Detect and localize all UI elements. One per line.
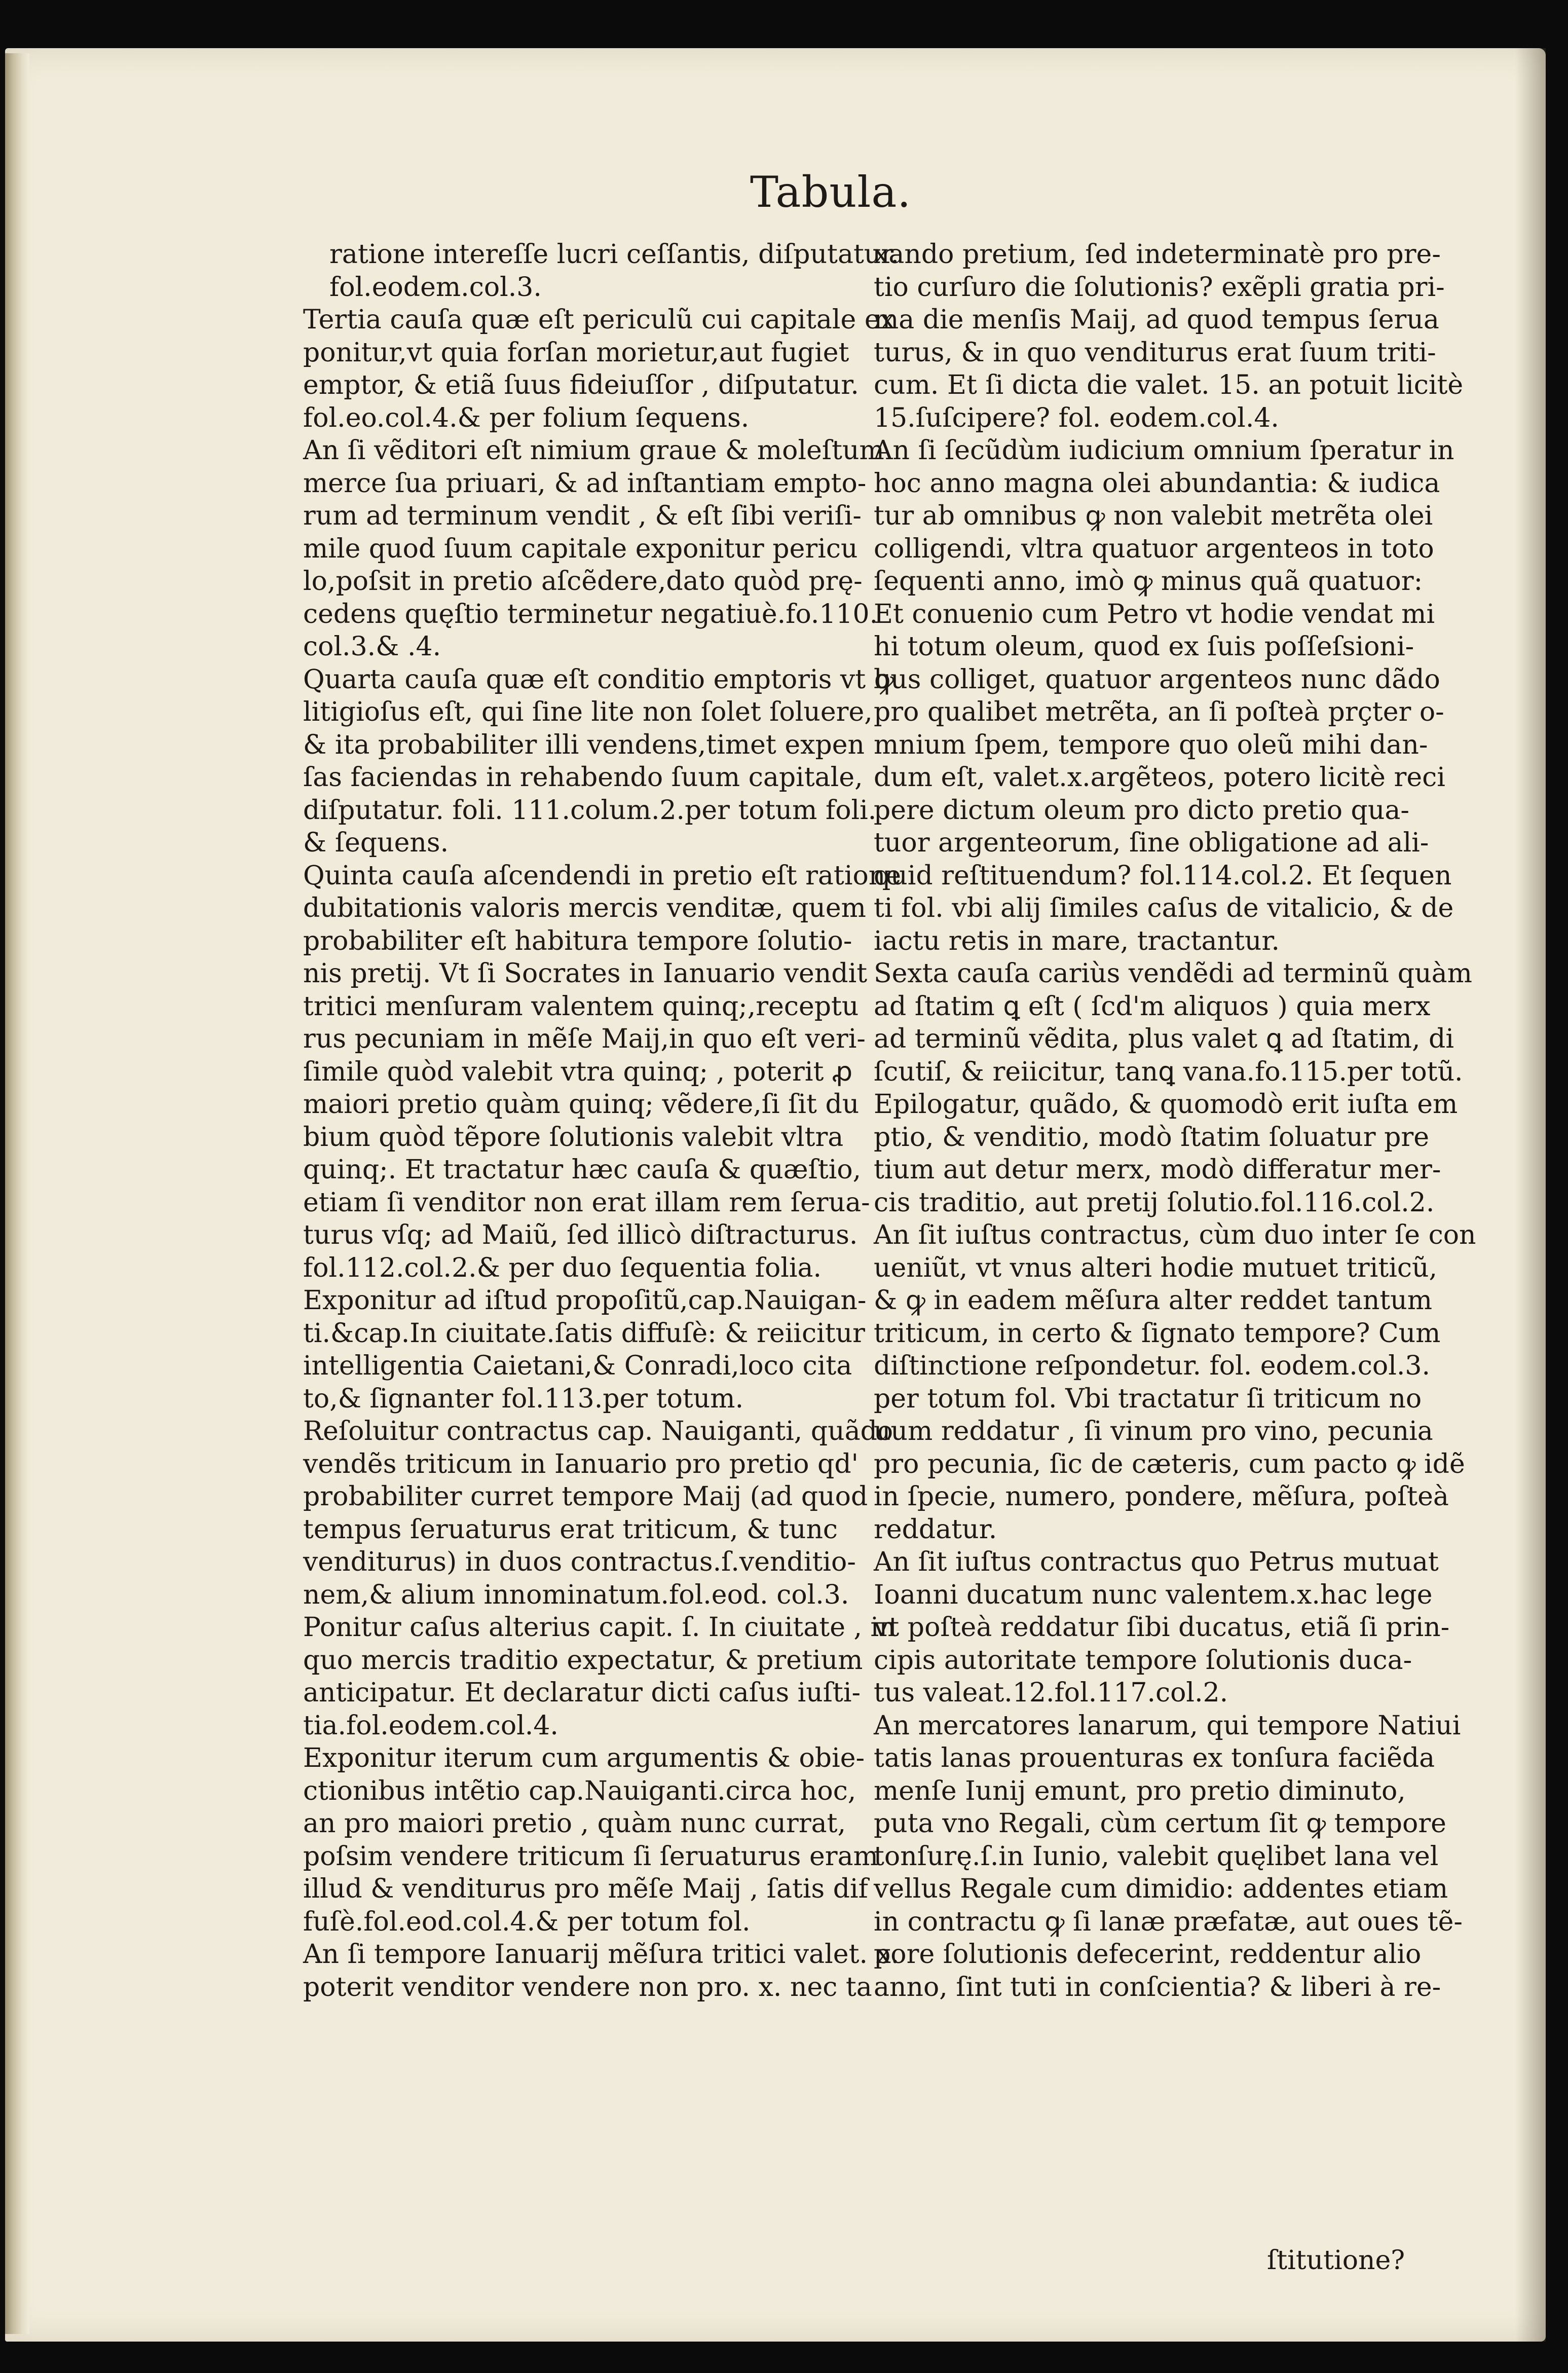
entry-line: An ſi vẽditori eſt nimium graue & moleſtum (303, 435, 884, 466)
entry-line: An ſit iuſtus contractus, cùm duo inter ſe con (874, 1220, 1476, 1250)
entry-line: illud & venditurus pro mẽſe Maij , ſatis dif (303, 1874, 868, 1904)
entry-line: pore ſolutionis defecerint, reddentur alio (874, 1939, 1422, 1970)
entry-line: litigioſus eſt, qui ſine lite non ſolet ſoluere, (303, 697, 873, 727)
catchword: ſtitutione? (1267, 2245, 1405, 2276)
entry-line: tio curſuro die ſolutionis? exẽpli gratia pri- (874, 272, 1445, 303)
entry-line: diſputatur. foli. 111.colum.2.per totum foli. (303, 795, 877, 826)
entry-line: hi totum oleum, quod ex ſuis poſſeſsioni- (874, 632, 1414, 662)
entry-line: vt poſteà reddatur ſibi ducatus, etiã ſi prin- (874, 1612, 1450, 1643)
entry-line: tus valeat.12.fol.117.col.2. (874, 1678, 1228, 1708)
entry-line: fuſè.fol.eod.col.4.& per totum fol. (303, 1906, 751, 1937)
entry-line: ſimile quòd valebit vtra quinq; , poterit ꝓ (303, 1056, 853, 1087)
index-entry (303, 1284, 867, 1415)
entry-line: hoc anno magna olei abundantia: & iudica (874, 468, 1440, 499)
entry-line: mnium ſpem, tempore quo oleũ mihi dan- (874, 729, 1428, 760)
entry-line: fol.112.col.2.& per duo ſequentia folia. (303, 1252, 822, 1283)
index-entry (303, 860, 902, 1285)
entry-line: in ſpecie, numero, pondere, mẽſura, poſteà (874, 1481, 1449, 1512)
index-entry (303, 304, 895, 434)
entry-line: An ſi ſecũdùm iudicium omnium ſperatur in (874, 435, 1454, 466)
entry-line: iactu retis in mare, tractantur. (874, 925, 1280, 956)
entry-line: & ſequens. (303, 828, 449, 858)
entry-line: cum. Et ſi dicta die valet. 15. an potuit licitè (874, 370, 1464, 400)
entry-line: bus colliget, quatuor argenteos nunc dãdo (874, 664, 1440, 695)
entry-line: tonſurę.ſ.in Iunio, valebit quęlibet lana vel (874, 1841, 1439, 1872)
entry-line: ti.&cap.In ciuitate.ſatis diffuſè: & reiicitur (303, 1318, 865, 1349)
entry-line: nem,& alium innominatum.fol.eod. col.3. (303, 1579, 849, 1610)
entry-line: tur ab omnibus ꝙ non valebit metrẽta olei (874, 501, 1433, 531)
entry-line: quid reſtituendum? fol.114.col.2. Et ſequen (874, 860, 1452, 891)
entry-line: turus, & in quo venditurus erat ſuum triti- (874, 337, 1436, 368)
entry-line: cipis autoritate tempore ſolutionis duca- (874, 1645, 1412, 1676)
entry-line: ad terminũ vẽdita, plus valet ꝗ ad ſtatim, di (874, 1024, 1454, 1054)
continued-entry (303, 238, 900, 304)
entry-line: dum eſt, valet.x.argẽteos, potero licitè reci (874, 762, 1445, 793)
entry-line: diſtinctione reſpondetur. fol. eodem.col.3. (874, 1351, 1430, 1381)
index-entry (303, 1742, 878, 1938)
index-entry (874, 1710, 1463, 2004)
entry-line: An mercatores lanarum, qui tempore Natiui (874, 1710, 1461, 1741)
index-entry (303, 663, 894, 860)
entry-line: intelligentia Caietani,& Conradi,loco cita (303, 1351, 852, 1381)
entry-line: tia.fol.eodem.col.4. (303, 1710, 558, 1741)
entry-line: tium aut detur merx, modò differatur mer- (874, 1155, 1441, 1185)
entry-line: anticipatur. Et declaratur dicti caſus iuſti- (303, 1678, 861, 1708)
entry-line: puta vno Regali, cùm certum ſit ꝙ tempore (874, 1808, 1446, 1839)
entry-line: & ꝙ in eadem mẽſura alter reddet tantum (874, 1285, 1433, 1316)
index-entry (303, 434, 884, 663)
entry-line: etiam ſi venditor non erat illam rem ſerua- (303, 1187, 870, 1218)
entry-line: lo,poſsit in pretio aſcẽdere,dato quòd prę- (303, 566, 863, 597)
entry-line: tuor argenteorum, ſine obligatione ad ali- (874, 828, 1429, 858)
entry-line: poſsim vendere triticum ſi ſeruaturus eram (303, 1841, 878, 1872)
entry-line: & ita probabiliter illi vendens,timet expen (303, 729, 865, 760)
entry-line: Quinta cauſa aſcendendi in pretio eſt ratione (303, 860, 902, 891)
entry-line: ſas faciendas in rehabendo ſuum capitale, (303, 762, 863, 793)
entry-line: maiori pretio quàm quinq; vẽdere,ſi ſit du (303, 1089, 860, 1120)
entry-line: tritici menſuram valentem quinq;,receptu (303, 991, 859, 1022)
entry-line: rum ad terminum vendit , & eſt ſibi veriſi- (303, 501, 862, 531)
running-head: Tabula. (750, 167, 912, 217)
page-edge (5, 53, 29, 2334)
entry-line: fol.eo.col.4.& per folium ſequens. (303, 402, 750, 433)
entry-line: tatis lanas prouenturas ex tonſura faciẽda (874, 1743, 1435, 1773)
entry-line: ponitur,vt quia forſan morietur,aut fugiet (303, 337, 849, 368)
entry-line: ſequenti anno, imò ꝙ minus quã quatuor: (874, 566, 1423, 597)
entry-line: uum reddatur , ſi vinum pro vino, pecunia (874, 1416, 1433, 1447)
index-entry (303, 1415, 893, 1611)
entry-line: venditurus) in duos contractus.ſ.venditio- (303, 1547, 856, 1577)
entry-line: triticum, in certo & ſignato tempore? Cum (874, 1318, 1441, 1349)
entry-line: colligendi, vltra quatuor argenteos in toto (874, 533, 1434, 564)
entry-line: An ſi tempore Ianuarij mẽſura tritici valet. x. (303, 1939, 900, 1970)
entry-line: cedens quęſtio terminetur negatiuè.fo.110. (303, 599, 878, 629)
entry-line: anno, ſint tuti in conſcientia? & liberi à re- (874, 1972, 1441, 2003)
right-column (874, 238, 1476, 2004)
entry-line: quinq;. Et tractatur hæc cauſa & quæſtio, (303, 1155, 862, 1185)
entry-line: Exponitur iterum cum argumentis & obie- (303, 1743, 865, 1773)
entry-line: emptor, & etiã ſuus fideiuſſor , diſputatur. (303, 370, 859, 400)
entry-line: bium quòd tẽpore ſolutionis valebit vltra (303, 1122, 844, 1153)
entry-line: Tertia cauſa quæ eſt periculũ cui capitale ex (303, 305, 895, 335)
entry-line: turus vſq; ad Maiũ, ſed illicò diſtracturus. (303, 1220, 858, 1250)
entry-line: mile quod ſuum capitale exponitur pericu (303, 533, 858, 564)
entry-line: in contractu ꝙ ſi lanæ præfatæ, aut oues tẽ- (874, 1906, 1463, 1937)
entry-line: ad ſtatim ꝗ eſt ( ſcd'm aliquos ) quia merx (874, 991, 1431, 1022)
entry-line: Exponitur ad iſtud propoſitũ,cap.Nauigan- (303, 1285, 867, 1316)
entry-line: poterit venditor vendere non pro. x. nec ta (303, 1972, 872, 2003)
index-entry (874, 434, 1454, 957)
entry-line: ptio, & venditio, modò ſtatim ſoluatur pre (874, 1122, 1430, 1153)
entry-line: nis pretij. Vt ſi Socrates in Ianuario vendit (303, 958, 868, 989)
index-entry (303, 1611, 896, 1742)
entry-line: per totum fol. Vbi tractatur ſi triticum no (874, 1383, 1422, 1414)
entry-line: to,& ſignanter fol.113.per totum. (303, 1383, 744, 1414)
entry-line: menſe Iunij emunt, pro pretio diminuto, (874, 1775, 1406, 1806)
index-entry (303, 1938, 900, 2004)
entry-line: ctionibus intẽtio cap.Nauiganti.circa hoc, (303, 1775, 856, 1806)
entry-line: Et conuenio cum Petro vt hodie vendat mi (874, 599, 1435, 629)
entry-line: Epilogatur, quãdo, & quomodò erit iuſta em (874, 1089, 1458, 1120)
gutter-shadow (1515, 48, 1546, 2342)
entry-line: probabiliter eſt habitura tempore ſolutio- (303, 925, 852, 956)
entry-line: Reſoluitur contractus cap. Nauiganti, quãdo (303, 1416, 893, 1447)
entry-line: pro pecunia, ſic de cæteris, cum pacto ꝙ idẽ (874, 1449, 1465, 1479)
index-entry (874, 1088, 1458, 1219)
continued-entry (874, 238, 1464, 434)
entry-line: ma die menſis Maij, ad quod tempus ſerua (874, 305, 1439, 335)
entry-line: reddatur. (874, 1514, 997, 1545)
entry-line: fol.eodem.col.3. (329, 272, 542, 303)
entry-line: Ioanni ducatum nunc valentem.x.hac lege (874, 1579, 1433, 1610)
entry-line: col.3.& .4. (303, 632, 441, 662)
entry-line: pere dictum oleum pro dicto pretio qua- (874, 795, 1409, 826)
entry-line: rus pecuniam in mẽſe Maij,in quo eſt veri- (303, 1024, 866, 1054)
entry-line: ratione intereſſe lucri ceſſantis, diſputatur. (329, 239, 900, 270)
entry-line: ſcutiſ, & reiicitur, tanꝗ vana.fo.115.per totũ. (874, 1056, 1463, 1087)
entry-line: Ponitur caſus alterius capit. ſ. In ciuitate , in (303, 1612, 896, 1643)
entry-line: An ſit iuſtus contractus quo Petrus mutuat (874, 1547, 1439, 1577)
index-entry (874, 1546, 1450, 1710)
left-column (303, 238, 902, 2004)
entry-line: 15.ſuſcipere? fol. eodem.col.4. (874, 402, 1279, 433)
entry-line: merce ſua priuari, & ad inſtantiam empto- (303, 468, 867, 499)
entry-line: pro qualibet metrẽta, an ſi poſteà prçter o- (874, 697, 1444, 727)
entry-line: quo mercis traditio expectatur, & pretium (303, 1645, 863, 1676)
index-entry (874, 1219, 1476, 1546)
entry-line: dubitationis valoris mercis venditæ, quem (303, 893, 866, 923)
entry-line: tempus ſeruaturus erat triticum, & tunc (303, 1514, 838, 1545)
entry-line: ueniũt, vt vnus alteri hodie mutuet triticũ, (874, 1252, 1437, 1283)
index-entry (874, 957, 1472, 1088)
entry-line: vellus Regale cum dimidio: addentes etiam (874, 1874, 1448, 1904)
entry-line: Quarta cauſa quæ eſt conditio emptoris vt ꝙ (303, 664, 894, 695)
entry-line: probabiliter curret tempore Maij (ad quod (303, 1481, 868, 1512)
entry-line: cis traditio, aut pretij ſolutio.fol.116.col.2. (874, 1187, 1435, 1218)
entry-line: xando pretium, ſed indeterminatè pro pre- (874, 239, 1441, 270)
entry-line: ti fol. vbi alij ſimiles caſus de vitalicio, & de (874, 893, 1454, 923)
entry-line: an pro maiori pretio , quàm nunc currat, (303, 1808, 846, 1839)
entry-line: Sexta cauſa cariùs vendẽdi ad terminũ quàm (874, 958, 1472, 989)
entry-line: vendẽs triticum in Ianuario pro pretio qd' (303, 1449, 858, 1479)
